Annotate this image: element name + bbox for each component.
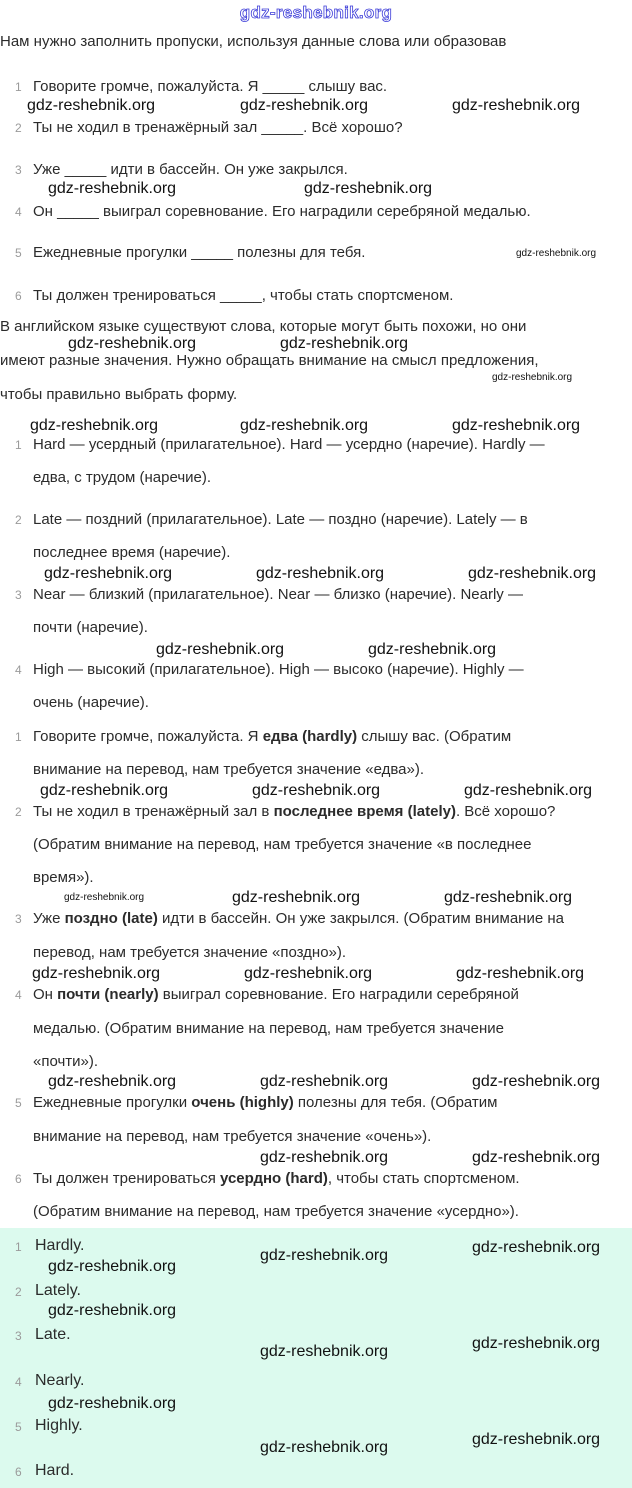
watermark-text: gdz-reshebnik.org xyxy=(48,180,177,197)
watermark-text: gdz-reshebnik.org xyxy=(516,248,597,259)
watermark-text: gdz-reshebnik.org xyxy=(48,1302,177,1319)
answer-highlight: почти (nearly) xyxy=(57,986,159,1003)
watermark-text: gdz-reshebnik.org xyxy=(260,1149,389,1166)
solution-text: внимание на перевод, нам требуется значение «едва»). xyxy=(33,761,424,778)
watermark-text: gdz-reshebnik.org xyxy=(232,889,361,906)
solution-text: (Обратим внимание на перевод, нам требуется значение «в последнее xyxy=(33,836,532,853)
explanation-line: Near — близкий (прилагательное). Near — близко (наречие). Nearly — xyxy=(33,586,523,603)
solution-line xyxy=(33,1203,519,1221)
solution-text: (Обратим внимание на перевод, нам требуется значение «усердно»). xyxy=(33,1203,519,1220)
watermark-text: gdz-reshebnik.org xyxy=(472,1149,601,1166)
solution-line xyxy=(33,944,346,962)
answer-text: Highly. xyxy=(35,1417,83,1434)
task-text: Ты не ходил в тренажёрный зал _____. Всё хорошо? xyxy=(33,119,403,136)
solution-text: Ты не ходил в тренажёрный зал в xyxy=(33,803,274,820)
solution-line xyxy=(33,836,532,854)
watermark-text: gdz-reshebnik.org xyxy=(156,641,285,658)
watermark-text: gdz-reshebnik.org xyxy=(256,565,385,582)
watermark-text: gdz-reshebnik.org xyxy=(260,1073,389,1090)
watermark-text: gdz-reshebnik.org xyxy=(456,965,585,982)
solution-line xyxy=(33,910,564,928)
watermark-text: gdz-reshebnik.org xyxy=(30,417,159,434)
item-number: 1 xyxy=(15,438,22,452)
watermark-text: gdz-reshebnik.org xyxy=(260,1343,389,1360)
item-number: 2 xyxy=(15,1285,22,1299)
solution-line xyxy=(33,803,555,821)
solution-text: полезны для тебя. (Обратим xyxy=(293,1094,498,1111)
solution-line xyxy=(33,1170,520,1188)
watermark-text: gdz-reshebnik.org xyxy=(492,372,573,383)
watermark-text: gdz-reshebnik.org xyxy=(468,565,597,582)
answer-text: Nearly. xyxy=(35,1372,85,1389)
explanation-line: последнее время (наречие). xyxy=(33,544,231,561)
watermark-text: gdz-reshebnik.org xyxy=(464,782,593,799)
watermark-text: gdz-reshebnik.org xyxy=(40,782,169,799)
solution-text: медалью. (Обратим внимание на перевод, нам требуется значение xyxy=(33,1020,504,1037)
item-number: 4 xyxy=(15,988,22,1002)
watermark-text: gdz-reshebnik.org xyxy=(280,335,409,352)
solution-text: перевод, нам требуется значение «поздно»). xyxy=(33,944,347,961)
watermark-text: gdz-reshebnik.org xyxy=(452,417,581,434)
item-number: 3 xyxy=(15,912,22,926)
solution-line xyxy=(33,869,94,887)
answer-text: Hard. xyxy=(35,1462,75,1479)
task-text: Ты должен тренироваться _____, чтобы стать спортсменом. xyxy=(33,287,454,304)
watermark-text: gdz-reshebnik.org xyxy=(252,782,381,799)
watermark-text: gdz-reshebnik.org xyxy=(68,335,197,352)
solution-line xyxy=(33,1020,504,1038)
solution-line xyxy=(33,1053,98,1071)
paragraph-line: чтобы правильно выбрать форму. xyxy=(0,386,238,403)
answer-highlight: едва (hardly) xyxy=(262,728,358,745)
watermark-text: gdz-reshebnik.org xyxy=(260,1247,389,1264)
answer-text: Lately. xyxy=(35,1282,81,1299)
item-number: 4 xyxy=(15,663,22,677)
solution-line xyxy=(33,761,424,779)
solution-text: , чтобы стать спортсменом. xyxy=(327,1170,520,1187)
answer-highlight: последнее время (lately) xyxy=(273,803,456,820)
answer-highlight: поздно (late) xyxy=(64,910,158,927)
site-header-link[interactable]: gdz-reshebnik.org xyxy=(239,3,393,22)
item-number: 2 xyxy=(15,805,22,819)
item-number: 6 xyxy=(15,289,22,303)
watermark-text: gdz-reshebnik.org xyxy=(44,565,173,582)
watermark-text: gdz-reshebnik.org xyxy=(472,1239,601,1256)
watermark-text: gdz-reshebnik.org xyxy=(64,892,145,903)
watermark-text: gdz-reshebnik.org xyxy=(48,1395,177,1412)
solution-line xyxy=(33,986,519,1004)
explanation-line: Late — поздний (прилагательное). Late — поздно (наречие). Lately — в xyxy=(33,511,528,528)
item-number: 3 xyxy=(15,163,22,177)
watermark-text: gdz-reshebnik.org xyxy=(452,97,581,114)
intro-text: Нам нужно заполнить пропуски, используя данные слова или образовав xyxy=(0,33,507,50)
item-number: 1 xyxy=(15,80,22,94)
watermark-text: gdz-reshebnik.org xyxy=(472,1335,601,1352)
solution-text: слышу вас. (Обратим xyxy=(357,728,512,745)
solution-text: время»). xyxy=(33,869,94,886)
solution-text: Уже xyxy=(33,910,65,927)
item-number: 3 xyxy=(15,588,22,602)
item-number: 3 xyxy=(15,1329,22,1343)
explanation-line: Hard — усердный (прилагательное). Hard — усердно (наречие). Hardly — xyxy=(33,436,545,453)
explanation-line: очень (наречие). xyxy=(33,694,149,711)
item-number: 6 xyxy=(15,1465,22,1479)
answer-text: Hardly. xyxy=(35,1237,85,1254)
explanation-line: High — высокий (прилагательное). High — высоко (наречие). Highly — xyxy=(33,661,524,678)
item-number: 2 xyxy=(15,121,22,135)
task-text: Ежедневные прогулки _____ полезны для тебя. xyxy=(33,244,366,261)
watermark-text: gdz-reshebnik.org xyxy=(368,641,497,658)
watermark-text: gdz-reshebnik.org xyxy=(48,1258,177,1275)
solution-line xyxy=(33,728,511,746)
solution-line xyxy=(33,1094,498,1112)
task-text: Говорите громче, пожалуйста. Я _____ слышу вас. xyxy=(33,78,388,95)
answer-text: Late. xyxy=(35,1326,71,1343)
item-number: 5 xyxy=(15,1096,22,1110)
watermark-text: gdz-reshebnik.org xyxy=(240,417,369,434)
answer-highlight: очень (highly) xyxy=(191,1094,294,1111)
explanation-line: почти (наречие). xyxy=(33,619,148,636)
solution-text: внимание на перевод, нам требуется значение «очень»). xyxy=(33,1128,432,1145)
watermark-text: gdz-reshebnik.org xyxy=(48,1073,177,1090)
watermark-text: gdz-reshebnik.org xyxy=(240,97,369,114)
task-text: Уже _____ идти в бассейн. Он уже закрылся. xyxy=(33,161,348,178)
item-number: 1 xyxy=(15,1240,22,1254)
item-number: 5 xyxy=(15,1420,22,1434)
solution-text: . Всё хорошо? xyxy=(455,803,556,820)
solution-text: Он xyxy=(33,986,58,1003)
paragraph-line: имеют разные значения. Нужно обращать внимание на смысл предложения, xyxy=(0,352,539,369)
item-number: 5 xyxy=(15,246,22,260)
watermark-text: gdz-reshebnik.org xyxy=(260,1439,389,1456)
explanation-line: едва, с трудом (наречие). xyxy=(33,469,212,486)
item-number: 4 xyxy=(15,1375,22,1389)
solution-text: Говорите громче, пожалуйста. Я xyxy=(33,728,263,745)
solution-line xyxy=(33,1128,431,1146)
item-number: 2 xyxy=(15,513,22,527)
watermark-text: gdz-reshebnik.org xyxy=(32,965,161,982)
watermark-text: gdz-reshebnik.org xyxy=(244,965,373,982)
watermark-text: gdz-reshebnik.org xyxy=(304,180,433,197)
solution-text: идти в бассейн. Он уже закрылся. (Обратим внимание на xyxy=(157,910,564,927)
item-number: 1 xyxy=(15,730,22,744)
solution-text: Ежедневные прогулки xyxy=(33,1094,192,1111)
item-number: 4 xyxy=(15,205,22,219)
watermark-text: gdz-reshebnik.org xyxy=(472,1431,601,1448)
solution-text: Ты должен тренироваться xyxy=(33,1170,220,1187)
paragraph-line: В английском языке существуют слова, которые могут быть похожи, но они xyxy=(0,318,527,335)
task-text: Он _____ выиграл соревнование. Его наградили серебряной медалью. xyxy=(33,203,531,220)
watermark-text: gdz-reshebnik.org xyxy=(444,889,573,906)
solution-text: выиграл соревнование. Его наградили серебряной xyxy=(158,986,519,1003)
solution-text: «почти»). xyxy=(33,1053,99,1070)
answer-highlight: усердно (hard) xyxy=(220,1170,328,1187)
watermark-text: gdz-reshebnik.org xyxy=(472,1073,601,1090)
watermark-text: gdz-reshebnik.org xyxy=(27,97,156,114)
item-number: 6 xyxy=(15,1172,22,1186)
